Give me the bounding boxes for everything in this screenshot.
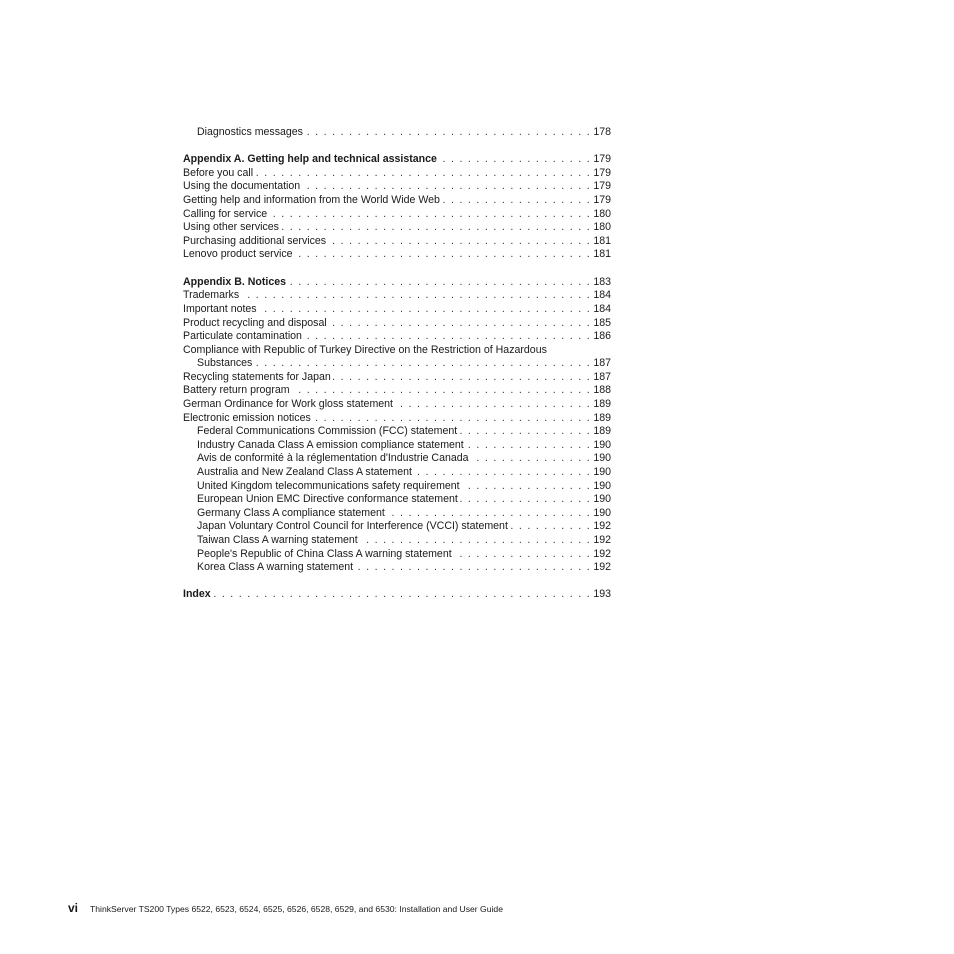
toc-entry-title: Product recycling and disposal (183, 316, 327, 329)
toc-entry-page: 193 (593, 588, 611, 601)
toc-entry-page: 187 (593, 357, 611, 370)
dot-leader (439, 153, 591, 167)
toc-entry[interactable] (183, 480, 611, 494)
toc-entry-title: Japan Voluntary Control Council for Interference (VCCI) statement (197, 520, 508, 533)
toc-entry-title: Calling for service (183, 207, 268, 220)
toc-entry-page: 192 (593, 547, 611, 560)
toc-entry[interactable] (183, 520, 611, 534)
toc-entry-title: European Union EMC Directive conformance statement (197, 493, 458, 506)
toc-entry[interactable] (183, 221, 611, 235)
dot-leader (295, 248, 591, 262)
toc-entry[interactable] (183, 466, 611, 480)
toc-entry-title: Korea Class A warning statement (197, 561, 354, 574)
toc-entry[interactable] (183, 371, 611, 385)
dot-leader (360, 534, 591, 548)
toc-entry-title: Electronic emission notices (183, 411, 311, 424)
dot-leader (459, 425, 591, 439)
toc-entry-page: 190 (593, 493, 611, 506)
toc-entry-page: 188 (593, 384, 611, 397)
toc-entry-title: Taiwan Class A warning statement (197, 534, 358, 546)
toc-entry-page: 190 (593, 452, 611, 465)
toc-entry[interactable] (183, 398, 611, 412)
toc-entry-title: Avis de conformité à la réglementation d'Industrie Canada (197, 452, 469, 465)
toc-entry-page: 179 (593, 153, 611, 166)
toc-entry[interactable] (183, 303, 611, 317)
toc-entry-title: Important notes (183, 302, 257, 315)
dot-leader (466, 439, 591, 453)
dot-leader (387, 507, 591, 521)
toc-entry-wrap-line: Compliance with Republic of Turkey Directive on the Restriction of Hazardous (183, 343, 547, 356)
toc-entry-title: Industry Canada Class A emission compliance statement (197, 438, 464, 451)
page-footer (68, 901, 503, 915)
toc-entry-title: Particulate contamination (183, 330, 302, 343)
toc-entry[interactable] (183, 493, 611, 507)
toc-entry[interactable] (183, 425, 611, 439)
toc-entry-page: 192 (593, 561, 611, 574)
dot-leader (329, 317, 591, 331)
toc-entry[interactable] (183, 180, 611, 194)
dot-leader (313, 412, 591, 426)
dot-leader (304, 330, 591, 344)
dot-leader (454, 548, 591, 562)
toc-entry-page: 192 (593, 534, 611, 546)
dot-leader (259, 303, 591, 317)
toc-entry-title: Trademarks (183, 289, 240, 302)
toc-entry[interactable] (183, 289, 611, 303)
dot-leader (442, 194, 591, 208)
toc-entry[interactable] (183, 439, 611, 453)
toc-entry-title: Germany Class A compliance statement (197, 506, 385, 519)
toc-entry-page: 186 (593, 330, 611, 343)
dot-leader (328, 235, 591, 249)
toc-entry-page: 192 (593, 520, 611, 533)
toc-entry[interactable] (183, 452, 611, 466)
toc-entry-title: Australia and New Zealand Class A statement (197, 466, 412, 479)
dot-leader (255, 167, 591, 181)
toc-entry-title: Appendix A. Getting help and technical assistance (183, 153, 437, 166)
toc-entry-page: 179 (593, 180, 611, 193)
toc-entry[interactable] (183, 167, 611, 181)
dot-leader (305, 126, 591, 140)
toc-entry-page: 190 (593, 466, 611, 479)
toc-entry-page: 187 (593, 370, 611, 383)
toc-entry-page: 184 (593, 302, 611, 315)
toc-entry[interactable] (183, 248, 611, 262)
table-of-contents (183, 126, 611, 602)
toc-entry[interactable] (183, 235, 611, 249)
toc-entry[interactable] (183, 384, 611, 398)
dot-leader (213, 588, 591, 602)
toc-entry[interactable] (183, 548, 611, 562)
toc-entry-title: Index (183, 588, 211, 601)
toc-entry[interactable] (183, 276, 611, 290)
toc-entry-title: Recycling statements for Japan (183, 370, 331, 383)
dot-leader (302, 180, 591, 194)
toc-entry-page: 179 (593, 194, 611, 207)
toc-entry[interactable] (183, 330, 611, 344)
dot-leader (241, 289, 591, 303)
toc-entry-page: 185 (593, 316, 611, 329)
dot-leader (462, 480, 591, 494)
toc-entry-page: 190 (593, 479, 611, 492)
toc-entry-page: 183 (593, 275, 611, 288)
toc-entry[interactable] (183, 412, 611, 426)
toc-entry-page: 180 (593, 221, 611, 234)
toc-entry[interactable] (183, 208, 611, 222)
dot-leader (333, 371, 591, 385)
toc-entry-title: Substances (197, 357, 253, 370)
toc-entry-page: 189 (593, 411, 611, 424)
toc-entry-title: Getting help and information from the World Wide Web (183, 194, 440, 207)
dot-leader (292, 384, 591, 398)
toc-entry[interactable] (183, 588, 611, 602)
toc-entry-page: 184 (593, 289, 611, 302)
dot-leader (414, 466, 591, 480)
toc-entry-title: Diagnostics messages (197, 126, 303, 138)
toc-entry-title: German Ordinance for Work gloss statement (183, 398, 393, 411)
toc-entry-title: Using other services (183, 221, 279, 234)
dot-leader (281, 221, 591, 235)
toc-entry[interactable] (183, 153, 611, 167)
dot-leader (460, 493, 591, 507)
toc-entry[interactable] (183, 357, 611, 371)
dot-leader (288, 276, 591, 290)
dot-leader (269, 208, 591, 222)
toc-entry-page: 179 (593, 166, 611, 179)
toc-entry[interactable] (183, 534, 611, 548)
toc-entry-page: 178 (593, 126, 611, 138)
toc-entry-page: 190 (593, 438, 611, 451)
page-number: vi (68, 901, 79, 915)
toc-entry-title: Before you call (183, 166, 254, 179)
toc-entry[interactable] (183, 507, 611, 521)
dot-leader (510, 520, 591, 534)
toc-entry[interactable] (183, 126, 611, 140)
toc-entry[interactable] (183, 317, 611, 331)
dot-leader (355, 561, 591, 575)
toc-entry[interactable] (183, 194, 611, 208)
toc-entry-page: 181 (593, 248, 611, 261)
toc-entry-page: 189 (593, 425, 611, 438)
toc-entry-title: Appendix B. Notices (183, 275, 287, 288)
toc-entry-page: 190 (593, 506, 611, 519)
dot-leader (254, 357, 591, 371)
toc-entry-page: 180 (593, 207, 611, 220)
toc-entry[interactable] (183, 561, 611, 575)
toc-entry-page: 181 (593, 234, 611, 247)
toc-entry-title: United Kingdom telecommunications safety requirement (197, 479, 460, 492)
toc-entry-page: 189 (593, 398, 611, 411)
toc-entry-title: Battery return program (183, 384, 290, 397)
toc-entry-title: Using the documentation (183, 180, 301, 193)
toc-entry-title: Purchasing additional services (183, 234, 327, 247)
toc-entry-title: Federal Communications Commission (FCC) statement (197, 425, 458, 438)
footer-title: ThinkServer TS200 Types 6522, 6523, 6524, 6525, 6526, 6528, 6529, and 6530: Installation and User Guide (90, 904, 503, 914)
toc-entry-title: Lenovo product service (183, 248, 293, 261)
toc-entry-title: People's Republic of China Class A warning statement (197, 547, 452, 560)
dot-leader (395, 398, 591, 412)
dot-leader (471, 452, 591, 466)
